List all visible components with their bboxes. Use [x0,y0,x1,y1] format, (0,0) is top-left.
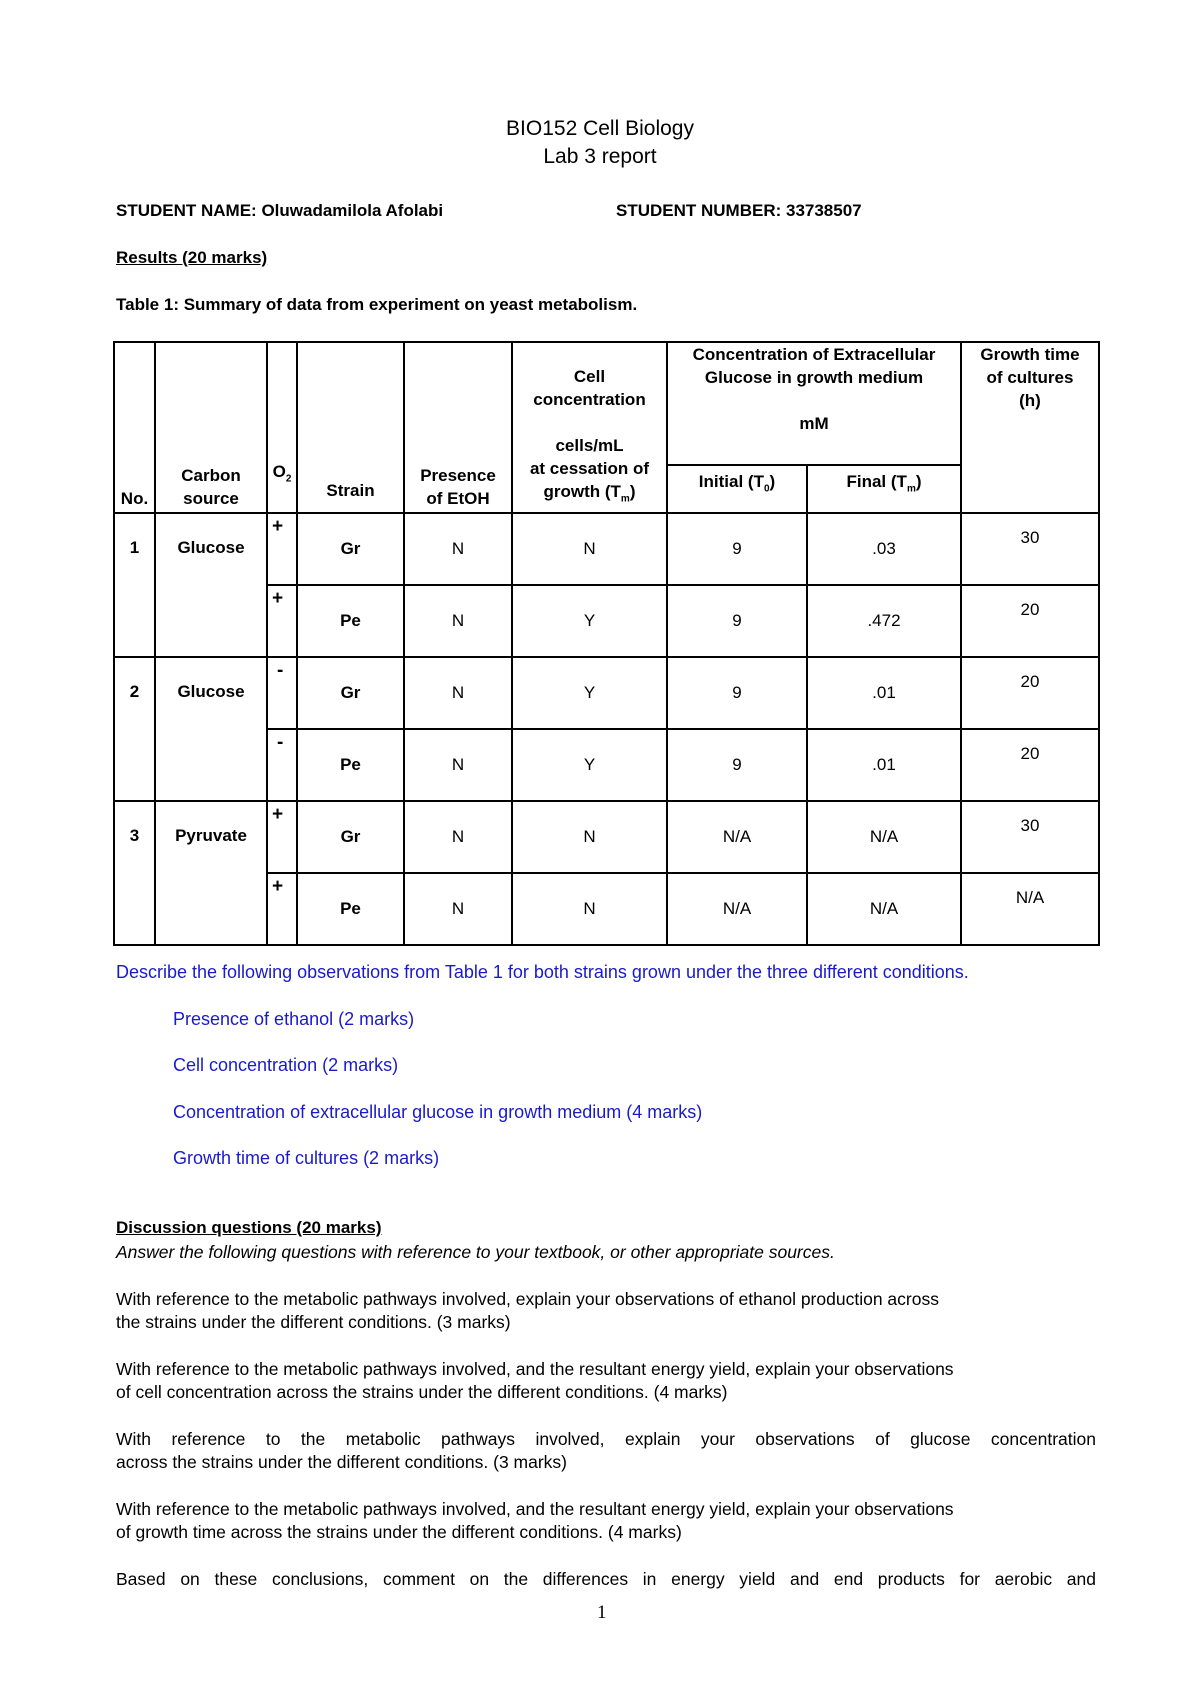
initial-value: 9 [667,657,807,729]
growth-value: 20 [961,729,1099,801]
instruction-item: Growth time of cultures (2 marks) [173,1148,440,1168]
o2-value: + [272,588,284,610]
o2-value: + [272,804,284,826]
table-caption: Table 1: Summary of data from experiment on yeast metabolism. [116,295,638,314]
etoh-value: N [404,657,512,729]
etoh-value: N [404,801,512,873]
instructions-intro: Describe the following observations from Table 1 for both strains grown under the three different conditions. [116,962,969,982]
strain-value: Pe [297,873,404,945]
final-value: .472 [807,585,961,657]
header-final: Final $(T_m)$ [807,465,961,514]
discussion-subtitle: Answer the following questions with reference to your textbook, or other appropriate sources. [116,1242,835,1262]
group-carbon-source: Glucose [155,513,267,657]
o2-value: - [277,732,284,754]
question-5: Based on these conclusions, comment on the differences in energy yield and end products for aerobic and [116,1569,1096,1589]
results-heading: Results (20 marks) [116,248,268,267]
growth-value: 20 [961,657,1099,729]
student-number: STUDENT NUMBER: 33738507 [616,201,862,220]
group-number: 1 [114,513,155,657]
o2-value: + [272,876,284,898]
question-1: With reference to the metabolic pathways involved, explain your observations of ethanol production across the strains under the different conditions. (3 marks) [116,1289,939,1332]
etoh-value: N [404,585,512,657]
header-cell-concentration: Cell concentration cells/mL at cessation of growth $(T_m)$ [512,342,667,513]
group-carbon-source: Glucose [155,657,267,801]
cell-value: N [512,513,667,585]
strain-value: Gr [297,801,404,873]
etoh-value: N [404,513,512,585]
final-value: N/A [807,801,961,873]
initial-value: N/A [667,873,807,945]
instruction-item: Cell concentration (2 marks) [173,1055,399,1075]
table-row [114,657,1099,729]
initial-value: 9 [667,513,807,585]
course-title: BIO152 Cell Biology [506,117,694,140]
final-value: N/A [807,873,961,945]
instruction-item: Concentration of extracellular glucose in growth medium (4 marks) [173,1102,703,1122]
cell-value: Y [512,729,667,801]
growth-value: 20 [961,585,1099,657]
o2-value: - [277,660,284,682]
header-glucose: Concentration of Extracellular Glucose in growth medium mM [667,342,961,465]
etoh-value: N [404,873,512,945]
table-row [114,801,1099,873]
header-carbon-source: Carbon source [155,342,267,513]
discussion-heading: Discussion questions (20 marks) [116,1218,382,1237]
header-etoh: Presence of EtOH [404,342,512,513]
group-carbon-source: Pyruvate [155,801,267,945]
group-number: 3 [114,801,155,945]
header-initial: Initial $(T_0)$ [667,465,807,514]
initial-value: 9 [667,729,807,801]
strain-value: Gr [297,657,404,729]
final-value: .01 [807,657,961,729]
results-table [113,341,1100,946]
header-no: No. [114,342,155,513]
cell-value: N [512,801,667,873]
student-name: STUDENT NAME: Oluwadamilola Afolabi [116,201,444,220]
group-number: 2 [114,657,155,801]
table-row [114,513,1099,585]
etoh-value: N [404,729,512,801]
question-4: With reference to the metabolic pathways involved, and the resultant energy yield, explain your observations of growth time across the strains under the different conditions. (4 marks) [116,1499,954,1542]
o2-value: + [272,516,284,538]
report-title: Lab 3 report [543,145,657,168]
growth-value: N/A [961,873,1099,945]
cell-value: Y [512,657,667,729]
cell-value: Y [512,585,667,657]
cell-value: N [512,873,667,945]
header-strain: Strain [297,342,404,513]
page-number: 1 [597,1602,607,1623]
strain-value: Pe [297,585,404,657]
initial-value: N/A [667,801,807,873]
final-value: .03 [807,513,961,585]
strain-value: Pe [297,729,404,801]
growth-value: 30 [961,801,1099,873]
instruction-item: Presence of ethanol (2 marks) [173,1009,415,1029]
initial-value: 9 [667,585,807,657]
header-o2: $O_2$ [267,342,297,513]
final-value: .01 [807,729,961,801]
question-2: With reference to the metabolic pathways involved, and the resultant energy yield, explain your observations of cell concentration across the strains under the different conditions. (4 marks) [116,1359,954,1402]
growth-value: 30 [961,513,1099,585]
question-3: With reference to the metabolic pathways involved, explain your observations of glucose concentration across the strains under the different conditions. (3 marks) [116,1429,1096,1472]
header-growth-time: Growth time of cultures (h) [961,342,1099,513]
strain-value: Gr [297,513,404,585]
